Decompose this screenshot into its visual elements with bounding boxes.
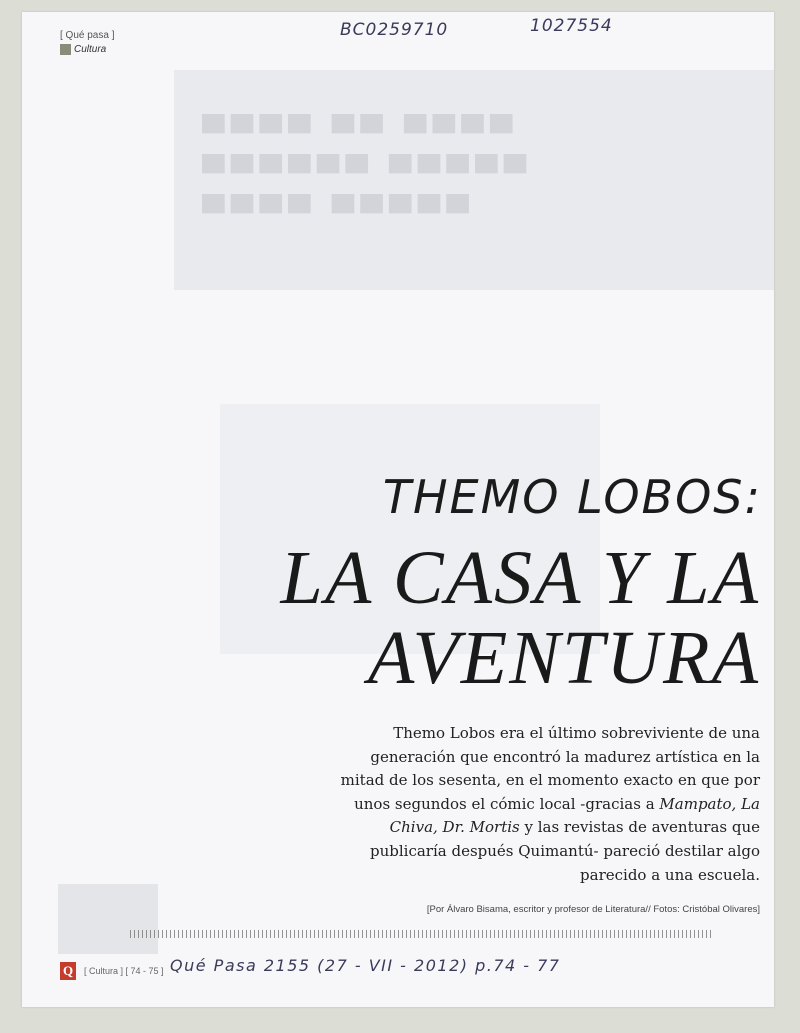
show-through-text: ▀▀▀▀ ▀▀ ▀▀▀▀ ▀▀▀▀▀▀ ▀▀▀▀▀ ▀▀▀▀ ▀▀▀▀▀: [202, 114, 533, 230]
section-square-icon: [60, 44, 71, 55]
show-through-mark: [58, 884, 158, 954]
handwritten-citation: Qué Pasa 2155 (27 - VII - 2012) p.74 - 77: [170, 956, 561, 975]
headline-line-1: LA CASA Y LA: [280, 536, 760, 620]
subsection-text: Cultura: [74, 44, 107, 55]
section-label: [ Qué pasa ]: [60, 30, 115, 41]
article-headline: [140, 538, 760, 698]
article-lead: [340, 722, 760, 887]
page-rule-barcode: [130, 930, 712, 938]
headline-line-2: AVENTURA: [367, 616, 760, 700]
magazine-logo: Q: [60, 962, 76, 980]
page-folio: [ Cultura ] [ 74 - 75 ]: [84, 966, 164, 976]
article-credits: [Por Álvaro Bisama, escritor y profesor de Literatura// Fotos: Cristóbal Olivares]: [426, 904, 760, 915]
handwritten-number: 1027554: [530, 16, 613, 36]
subsection-label: [60, 44, 106, 55]
lead-part-1: Themo Lobos era el último sobreviviente de una generación que encontró la madurez artística en la mitad de los sesenta, en el momento exacto en que por unos segundos el cómic local -gracias a: [340, 724, 760, 813]
handwritten-code: BC0259710: [340, 20, 449, 40]
lead-part-3: y las revistas de aventuras que publicaría después Quimantú- pareció destilar algo parecido a una escuela.: [369, 818, 760, 884]
lead-part-2: Mampato, La Chiva, Dr. Mortis: [389, 794, 760, 837]
article-kicker: THEMO LOBOS:: [382, 470, 762, 524]
